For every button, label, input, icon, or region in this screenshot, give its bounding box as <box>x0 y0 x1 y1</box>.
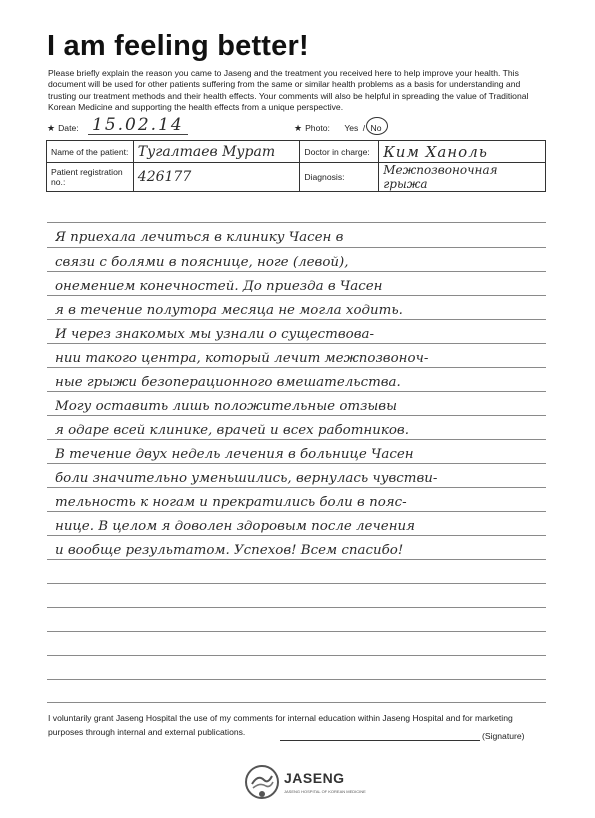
rule-line <box>47 343 546 344</box>
rule-line <box>47 367 546 368</box>
doctor-value: Ким Ханоль <box>383 142 488 161</box>
rule-line <box>47 583 546 584</box>
logo-tagline: JASENG HOSPITAL OF KOREAN MEDICINE <box>284 789 366 794</box>
consent-text: I voluntarily grant Jaseng Hospital the use of my comments for internal education within Jaseng Hospital and for marketing purposes through internal and external publications. <box>48 713 513 737</box>
photo-yes-option: Yes <box>344 123 359 133</box>
date-value: 15.02.14 <box>92 115 184 135</box>
jaseng-emblem-icon <box>244 764 280 800</box>
page-title: I am feeling better! <box>47 30 309 62</box>
comment-line: И через знакомых мы узнали о существова- <box>55 328 375 342</box>
rule-line <box>47 222 546 223</box>
comment-line: нии такого центра, который лечит межпозвоноч- <box>55 352 429 366</box>
comment-line: я одаре всей клинике, врачей и всех работников. <box>55 424 409 438</box>
rule-line <box>47 439 546 440</box>
doctor-label: Doctor in charge: <box>300 141 379 163</box>
signature-line <box>280 740 480 741</box>
rule-line <box>47 607 546 608</box>
comment-line: онемением конечностей. До приезда в Часен <box>55 280 383 294</box>
patient-info-table <box>46 140 546 192</box>
diagnosis-cell <box>379 163 546 192</box>
rule-line <box>47 559 546 560</box>
registration-value: 426177 <box>137 169 192 185</box>
comment-line: я в течение полутора месяца не могла ходить. <box>55 304 403 318</box>
registration-label: Patient registration no.: <box>47 163 134 192</box>
comment-line: Могу оставить лишь положительные отзывы <box>55 400 397 414</box>
comment-line: тельность к ногам и прекратились боли в пояс- <box>55 496 407 510</box>
rule-line <box>47 535 546 536</box>
comment-line: ные грыжи безоперационного вмешательства. <box>55 376 401 390</box>
date-underline <box>88 134 188 135</box>
jaseng-logo <box>244 762 366 806</box>
patient-name-value: Тугалтаев Мурат <box>137 143 276 160</box>
patient-name-cell <box>133 141 300 163</box>
comment-line: В течение двух недель лечения в больнице Часен <box>55 448 414 462</box>
star-icon: ★ <box>47 123 56 133</box>
rule-line <box>47 247 546 248</box>
rule-line <box>47 679 546 680</box>
diagnosis-label: Diagnosis: <box>300 163 379 192</box>
rule-line <box>47 655 546 656</box>
rule-line <box>47 702 546 703</box>
date-field <box>47 123 79 134</box>
comment-line: Я приехала лечиться в клинику Часен в <box>55 231 344 245</box>
patient-name-label: Name of the patient: <box>47 141 134 163</box>
photo-label: Photo: <box>305 123 330 133</box>
comment-line: боли значительно уменьшились, вернулась чувстви- <box>55 472 438 486</box>
signature-label: (Signature) <box>482 731 525 741</box>
star-icon: ★ <box>294 123 303 133</box>
comment-line: и вообще результатом. Успехов! Всем спасибо! <box>55 544 404 558</box>
logo-name: JASENG <box>284 770 345 786</box>
rule-line <box>47 295 546 296</box>
rule-line <box>47 391 546 392</box>
rule-line <box>47 319 546 320</box>
registration-cell <box>133 163 300 192</box>
rule-line <box>47 511 546 512</box>
rule-line <box>47 631 546 632</box>
photo-separator: / <box>362 123 366 133</box>
rule-line <box>47 463 546 464</box>
rule-line <box>47 487 546 488</box>
date-label: Date: <box>58 123 79 133</box>
comment-line: нице. В целом я доволен здоровым после лечения <box>55 520 416 534</box>
rule-line <box>47 271 546 272</box>
rule-line <box>47 415 546 416</box>
intro-paragraph: Please briefly explain the reason you came to Jaseng and the treatment you received here to help improve your health. This document will be used for other patients suffering from the same or similar health problems as a basis for understanding and trusting our treatment methods and their health effects. Your comments will also be helpful in spreading the value of Traditional Korean Medicine and supporting the health effects from a unique perspective. <box>48 68 529 113</box>
diagnosis-value: Межпозвоночная грыжа <box>383 163 498 191</box>
doctor-cell <box>379 141 546 163</box>
photo-no-circle-mark <box>366 117 388 135</box>
photo-no-option: No <box>370 123 382 133</box>
comment-line: связи с болями в пояснице, ноге (левой), <box>55 256 349 270</box>
